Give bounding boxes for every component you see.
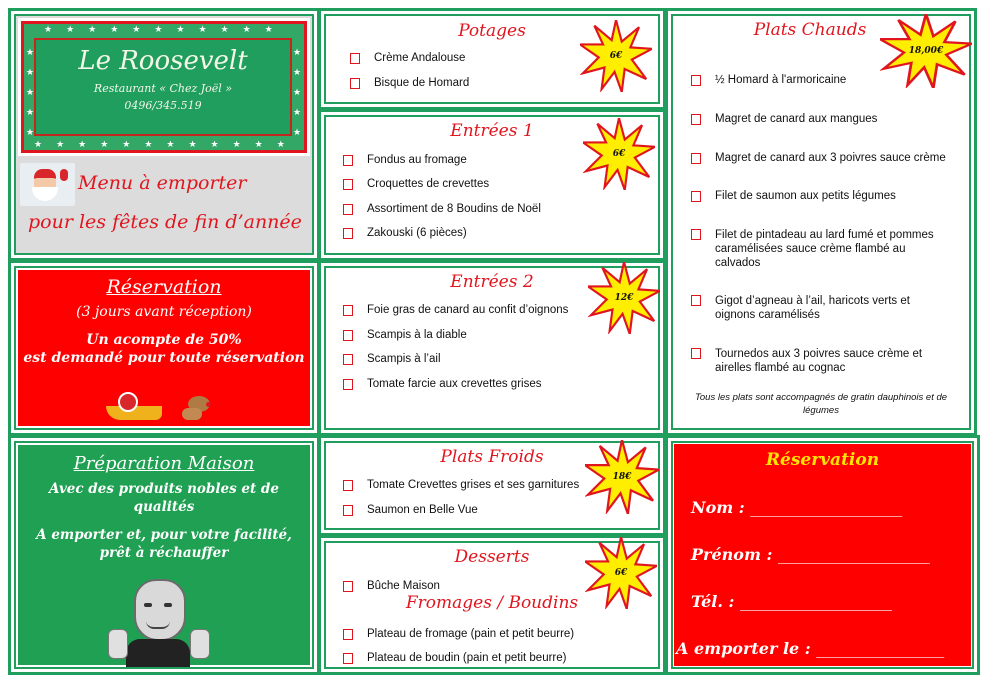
menu-item[interactable]: Bisque de Homard xyxy=(350,77,469,89)
checkbox[interactable] xyxy=(343,480,353,491)
checkbox[interactable] xyxy=(691,295,701,306)
section-title: Plats Chauds xyxy=(753,20,867,40)
reservation-info-notice: (3 jours avant réception) xyxy=(76,304,252,320)
menu-item[interactable]: Tournedos aux 3 poivres sauce crème et airelles flambé au cognac xyxy=(691,347,953,375)
menu-item[interactable]: Plateau de fromage (pain et petit beurre) xyxy=(343,628,574,640)
preparation-line2: A emporter et, pour votre facilité, prêt à réchauffer xyxy=(36,527,292,561)
checkbox[interactable] xyxy=(343,379,353,390)
side-dish-note: Tous les plats sont accompagnés de gratin dauphinois et de légumes xyxy=(694,392,948,416)
checkbox[interactable] xyxy=(350,53,360,64)
checkbox[interactable] xyxy=(343,228,353,239)
reindeer-icon xyxy=(178,382,218,428)
checkbox[interactable] xyxy=(343,330,353,341)
reservation-form-panel xyxy=(665,435,980,675)
menu-item[interactable]: Magret de canard aux mangues xyxy=(691,113,877,125)
star-border-top: ★★★★★★★★★★★ xyxy=(44,24,287,34)
brand-panel xyxy=(8,8,320,261)
menu-item[interactable]: Plateau de boudin (pain et petit beurre) xyxy=(343,652,566,664)
preparation-title: Préparation Maison xyxy=(73,453,255,474)
price-starburst-icon: 6€ xyxy=(583,118,655,190)
reservation-form-title: Réservation xyxy=(765,450,880,470)
logo-banner xyxy=(18,18,310,156)
price-starburst-icon: 12€ xyxy=(588,262,660,334)
menu-item[interactable]: Scampis à la diable xyxy=(343,329,467,341)
section-title: Entrées 1 xyxy=(450,121,534,141)
reservation-info-panel xyxy=(8,260,320,436)
checkbox[interactable] xyxy=(343,505,353,516)
restaurant-subtitle: Restaurant « Chez Joël » xyxy=(93,82,233,95)
checkbox[interactable] xyxy=(691,191,701,202)
section-title: Entrées 2 xyxy=(450,272,534,292)
menu-item[interactable]: Zakouski (6 pièces) xyxy=(343,227,467,239)
section-title: Desserts xyxy=(454,547,530,567)
menu-item[interactable]: Gigot d’agneau à l’ail, haricots verts et oignons caramélisés xyxy=(691,294,953,322)
checkbox[interactable] xyxy=(691,114,701,125)
checkbox[interactable] xyxy=(343,179,353,190)
restaurant-phone: 0496/345.519 xyxy=(124,99,202,112)
checkbox[interactable] xyxy=(691,153,701,164)
price-starburst-icon: 6€ xyxy=(585,537,657,609)
menu-item[interactable]: Filet de saumon aux petits légumes xyxy=(691,190,896,202)
form-field-pickup-date[interactable]: A emporter le : ________________ xyxy=(676,639,945,658)
checkbox[interactable] xyxy=(343,653,353,664)
price-starburst-icon: 6€ xyxy=(580,20,652,92)
menu-item[interactable]: Bûche Maison xyxy=(343,580,440,592)
menu-item[interactable]: Assortiment de 8 Boudins de Noël xyxy=(343,203,541,215)
menu-item[interactable]: Fondus au fromage xyxy=(343,154,467,166)
preparation-panel xyxy=(8,435,320,675)
menu-item[interactable]: Magret de canard aux 3 poivres sauce crème xyxy=(691,152,946,164)
checkbox[interactable] xyxy=(343,581,353,592)
checkbox[interactable] xyxy=(343,629,353,640)
preparation-line1: Avec des produits nobles et de qualités xyxy=(49,481,279,515)
menu-item[interactable]: Saumon en Belle Vue xyxy=(343,504,478,516)
menu-item[interactable]: ½ Homard à l'armoricaine xyxy=(691,74,846,86)
menu-item[interactable]: Tomate Crevettes grises et ses garnitures xyxy=(343,479,579,491)
section-title-fromages: Fromages / Boudins xyxy=(405,593,579,613)
deposit-line2: est demandé pour toute réservation xyxy=(23,350,305,366)
reservation-info-title: Réservation xyxy=(106,276,222,298)
santa-sleigh-icon xyxy=(106,388,176,424)
form-field-tel[interactable]: Tél. : ___________________ xyxy=(691,592,892,611)
section-title: Potages xyxy=(458,21,526,41)
checkbox[interactable] xyxy=(691,348,701,359)
menu-item[interactable]: Foie gras de canard au confit d’oignons xyxy=(343,304,568,316)
checkbox[interactable] xyxy=(343,354,353,365)
checkbox[interactable] xyxy=(691,229,701,240)
tagline-line2: pour les fêtes de fin d’année xyxy=(28,211,302,233)
price-starburst-icon: 18,00€ xyxy=(880,14,972,88)
checkbox[interactable] xyxy=(350,78,360,89)
menu-item[interactable]: Tomate farcie aux crevettes grises xyxy=(343,378,542,390)
checkbox[interactable] xyxy=(343,204,353,215)
menu-item[interactable]: Scampis à l’ail xyxy=(343,353,441,365)
restaurant-name: Le Roosevelt xyxy=(78,46,248,76)
star-border-bottom: ★★★★★★★★★★★★ xyxy=(34,139,299,149)
menu-item[interactable]: Croquettes de crevettes xyxy=(343,178,489,190)
form-field-nom[interactable]: Nom : ___________________ xyxy=(691,498,903,517)
form-field-prenom[interactable]: Prénom : ___________________ xyxy=(691,545,930,564)
checkbox[interactable] xyxy=(343,155,353,166)
section-title: Plats Froids xyxy=(440,447,544,467)
checkbox[interactable] xyxy=(691,75,701,86)
star-border-left: ★ ★ ★ ★ ★ xyxy=(26,47,35,137)
deposit-line1: Un acompte de 50% xyxy=(86,332,242,348)
star-border-right: ★ ★ ★ ★ ★ xyxy=(293,47,302,137)
santa-icon xyxy=(20,163,75,206)
menu-item[interactable]: Crème Andalouse xyxy=(350,52,465,64)
price-starburst-icon: 18€ xyxy=(585,440,659,514)
chef-avatar xyxy=(108,577,208,669)
menu-item[interactable]: Filet de pintadeau au lard fumé et pommes caramélisées sauce crème flambé au calvados xyxy=(691,228,953,270)
checkbox[interactable] xyxy=(343,305,353,316)
tagline-line1: Menu à emporter xyxy=(78,172,247,194)
